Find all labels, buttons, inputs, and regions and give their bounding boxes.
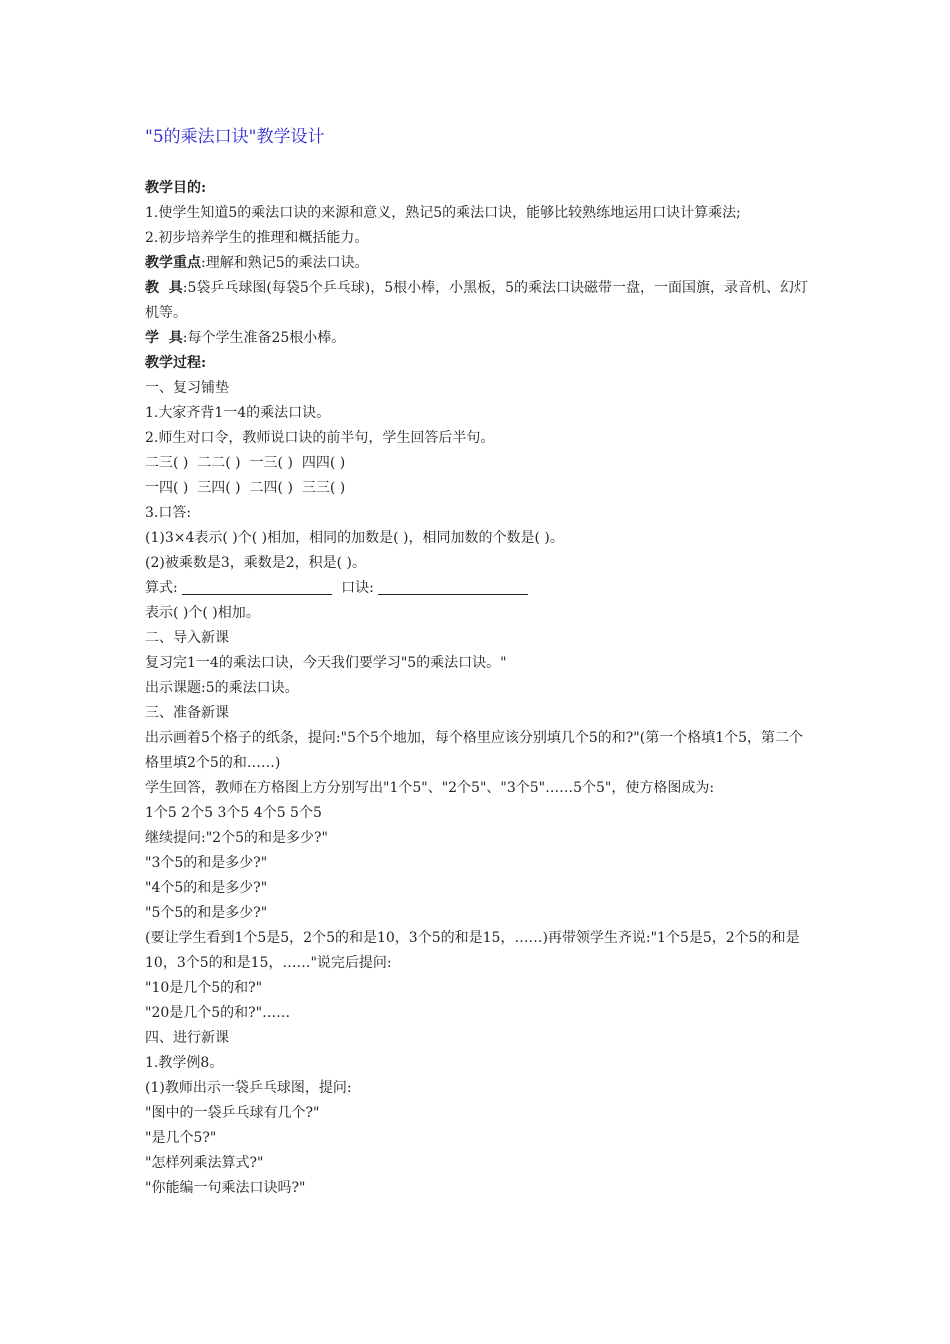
review-line-2: 2.师生对口令，教师说口诀的前半句，学生回答后半句。	[145, 430, 495, 446]
focus-text: :理解和熟记5的乘法口诀。	[201, 255, 369, 271]
new-lesson-line-2: (1)教师出示一袋乒乓球图，提问:	[145, 1080, 352, 1096]
review-line-3: 3.口答:	[145, 505, 192, 521]
new-lesson-line-6: "你能编一句乘法口诀吗?"	[145, 1180, 306, 1196]
objective-1: 1.使学生知道5的乘法口诀的来源和意义，熟记5的乘法口诀，能够比较熟练地运用口诀计算乘法;	[145, 205, 741, 221]
prep-heading: 三、准备新课	[145, 705, 229, 721]
formula-chant-line	[145, 576, 815, 601]
focus-label: 教学重点	[145, 255, 201, 271]
prep-line-7: "5个5的和是多少?"	[145, 905, 268, 921]
prep-line-8: (要让学生看到1个5是5，2个5的和是10，3个5的和是15，……)再带领学生齐说:"1个5是5，2个5的和是10，3个5的和是15，……"说完后提问:	[145, 930, 800, 971]
prep-line-9: "10是几个5的和?"	[145, 980, 263, 996]
new-lesson-line-3: "图中的一袋乒乓球有几个?"	[145, 1105, 320, 1121]
review-question-2: (2)被乘数是3，乘数是2，积是( )。	[145, 555, 367, 571]
prep-line-1: 出示画着5个格子的纸条，提问:"5个5个地加，每个格里应该分别填几个5的和?"(第一个格填1个5，第二个格里填2个5的和……)	[145, 730, 804, 771]
formula-label: 算式:	[145, 580, 178, 596]
formula-blank	[182, 580, 332, 595]
prep-line-4: 继续提问:"2个5的和是多少?"	[145, 830, 328, 846]
review-row-2: 一四( ) 三四( ) 二四( ) 三三( )	[145, 480, 346, 496]
prep-line-3: 1个5 2个5 3个5 4个5 5个5	[145, 805, 322, 821]
chant-label: 口诀:	[341, 580, 374, 596]
objective-2: 2.初步培养学生的推理和概括能力。	[145, 230, 369, 246]
prep-line-10: "20是几个5的和?"……	[145, 1005, 291, 1021]
student-aids-label: 学 具	[145, 330, 183, 346]
objectives-heading: 教学目的:	[145, 180, 207, 196]
intro-line-1: 复习完1一4的乘法口诀，今天我们要学习"5的乘法口诀。"	[145, 655, 507, 671]
new-lesson-line-5: "怎样列乘法算式?"	[145, 1155, 264, 1171]
intro-line-2: 出示课题:5的乘法口诀。	[145, 680, 299, 696]
prep-line-6: "4个5的和是多少?"	[145, 880, 268, 896]
teaching-aids-label: 教 具	[145, 280, 183, 296]
chant-blank	[378, 580, 528, 595]
focus-line	[145, 251, 815, 276]
student-aids-text: :每个学生准备25根小棒。	[182, 330, 346, 346]
document-page	[145, 122, 815, 1201]
document-title: "5的乘法口诀"教学设计	[145, 127, 325, 147]
prep-line-5: "3个5的和是多少?"	[145, 855, 268, 871]
new-lesson-line-1: 1.教学例8。	[145, 1055, 224, 1071]
review-row-1: 二三( ) 二二( ) 一三( ) 四四( )	[145, 455, 346, 471]
prep-line-2: 学生回答，教师在方格图上方分别写出"1个5"、"2个5"、"3个5"……5个5"，使方格图成为:	[145, 780, 715, 796]
process-heading: 教学过程:	[145, 355, 207, 371]
new-lesson-line-4: "是几个5?"	[145, 1130, 217, 1146]
review-line-4: 表示( )个( )相加。	[145, 605, 260, 621]
intro-heading: 二、导入新课	[145, 630, 229, 646]
student-aids-line	[145, 326, 815, 351]
review-question-1: (1)3×4表示( )个( )相加，相同的加数是( )，相同加数的个数是( )。	[145, 530, 564, 546]
review-heading: 一、复习铺垫	[145, 380, 229, 396]
teaching-aids-text: :5袋乒乓球图(每袋5个乒乓球)，5根小棒，小黑板，5的乘法口诀磁带一盘，一面国旗，录音机、幻灯机等。	[145, 280, 809, 321]
new-lesson-heading: 四、进行新课	[145, 1030, 229, 1046]
review-line-1: 1.大家齐背1一4的乘法口诀。	[145, 405, 331, 421]
teaching-aids-line	[145, 276, 815, 326]
